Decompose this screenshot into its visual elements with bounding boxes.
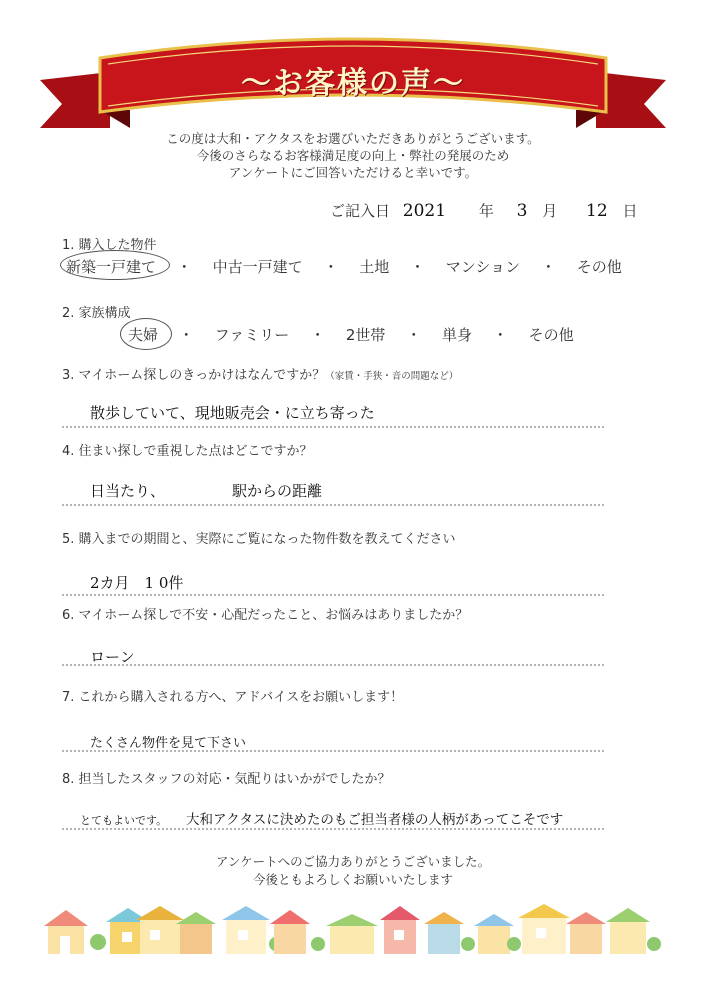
q2-selected-circle xyxy=(120,318,172,350)
tree-icon xyxy=(311,937,325,951)
closing-message xyxy=(0,853,706,889)
q1-option: 土地 xyxy=(359,258,390,276)
house-icon xyxy=(380,906,420,954)
house-icon xyxy=(222,906,270,954)
page-title: 〜お客様の声〜 xyxy=(241,66,465,101)
tree-icon xyxy=(647,937,661,951)
q2-separator: ・ xyxy=(406,326,422,344)
houses-illustration xyxy=(0,900,706,960)
closing-line: アンケートへのご協力ありがとうございました。 xyxy=(215,854,491,869)
q1-separator: ・ xyxy=(323,258,339,276)
answer-6: ローン xyxy=(90,648,135,666)
question-1: 1. 購入した物件 xyxy=(62,238,157,253)
q2-option: 夫婦 xyxy=(128,326,159,344)
answer-4a: 日当たり、 xyxy=(90,482,166,500)
question-4: 4. 住まい探しで重視した点はどこですか？ xyxy=(62,444,313,459)
date-month-unit: 月 xyxy=(542,202,558,220)
house-icon xyxy=(326,914,378,954)
question-3-label: 3. マイホーム探しのきっかけはなんですか？ xyxy=(62,368,326,383)
answer-5-line xyxy=(62,594,604,596)
question-8: 8. 担当したスタッフの対応・気配りはいかがでしたか？ xyxy=(62,772,391,787)
answer-3: 散歩していて、現地販売会・に立ち寄った xyxy=(90,404,375,422)
answer-7: たくさん物件を見て下さい xyxy=(90,736,247,751)
q2-option: ファミリー xyxy=(214,326,290,344)
answer-7-line xyxy=(62,750,604,752)
house-icon xyxy=(270,910,310,954)
q1-separator: ・ xyxy=(540,258,556,276)
q1-separator: ・ xyxy=(409,258,425,276)
q1-option: 中古一戸建て xyxy=(212,258,303,276)
tree-icon xyxy=(507,937,521,951)
q1-option: マンション xyxy=(445,258,521,276)
question-5: 5. 購入までの期間と、実際にご覧になった物件数を教えてください xyxy=(62,532,456,547)
q1-selected-circle xyxy=(60,250,170,280)
entry-date xyxy=(330,200,637,221)
intro-line: この度は大和・アクタスをお選びいただきありがとうございます。 xyxy=(166,131,540,146)
q1-separator: ・ xyxy=(176,258,192,276)
date-day-unit: 日 xyxy=(622,202,638,220)
answer-3-line xyxy=(62,426,604,428)
answer-8b: 大和アクタスに決めたのもご担当者様の人柄があってこそです xyxy=(186,812,564,828)
house-icon xyxy=(44,910,88,954)
question-3 xyxy=(62,364,458,383)
answer-8-line xyxy=(62,828,604,830)
closing-line: 今後ともよろしくお願いいたします xyxy=(252,872,453,887)
house-icon xyxy=(474,914,514,954)
house-icon xyxy=(566,912,606,954)
answer-4-line xyxy=(62,504,604,506)
q1-option: その他 xyxy=(576,258,622,276)
date-label: ご記入日 xyxy=(330,202,391,220)
q2-options xyxy=(128,324,590,345)
answer-4b: 駅からの距離 xyxy=(232,482,323,500)
question-6: 6. マイホーム探しで不安・心配だったこと、お悩みはありましたか？ xyxy=(62,608,469,623)
q2-option: 2世帯 xyxy=(345,326,386,344)
answer-6-line xyxy=(62,664,604,666)
q2-separator: ・ xyxy=(310,326,326,344)
intro-line: 今後のさらなるお客様満足度の向上・弊社の発展のため xyxy=(196,148,510,163)
q2-option: その他 xyxy=(528,326,574,344)
q1-option: 新築一戸建て xyxy=(66,258,157,276)
answer-8a: とてもよいです。 xyxy=(80,814,168,827)
date-year-unit: 年 xyxy=(478,202,494,220)
house-icon xyxy=(518,904,570,954)
date-year: 2021 xyxy=(402,201,447,221)
house-icon xyxy=(606,908,650,954)
q2-separator: ・ xyxy=(178,326,194,344)
question-3-note: （家賃・手狭・音の問題など） xyxy=(325,371,459,382)
tree-icon xyxy=(90,934,106,950)
q2-separator: ・ xyxy=(492,326,508,344)
q2-option: 単身 xyxy=(442,326,473,344)
date-day: 12 xyxy=(586,201,608,221)
question-2: 2. 家族構成 xyxy=(62,306,131,321)
intro-text xyxy=(0,130,706,181)
intro-line: アンケートにご回答いただけると幸いです。 xyxy=(228,165,478,180)
tree-icon xyxy=(461,937,475,951)
house-icon xyxy=(136,906,184,954)
house-icon xyxy=(424,912,464,954)
date-month: 3 xyxy=(516,201,528,221)
question-7: 7. これから購入される方へ、アドバイスをお願いします！ xyxy=(62,690,404,705)
answer-5: 2カ月 1 0件 xyxy=(90,574,184,592)
house-icon xyxy=(176,912,216,954)
